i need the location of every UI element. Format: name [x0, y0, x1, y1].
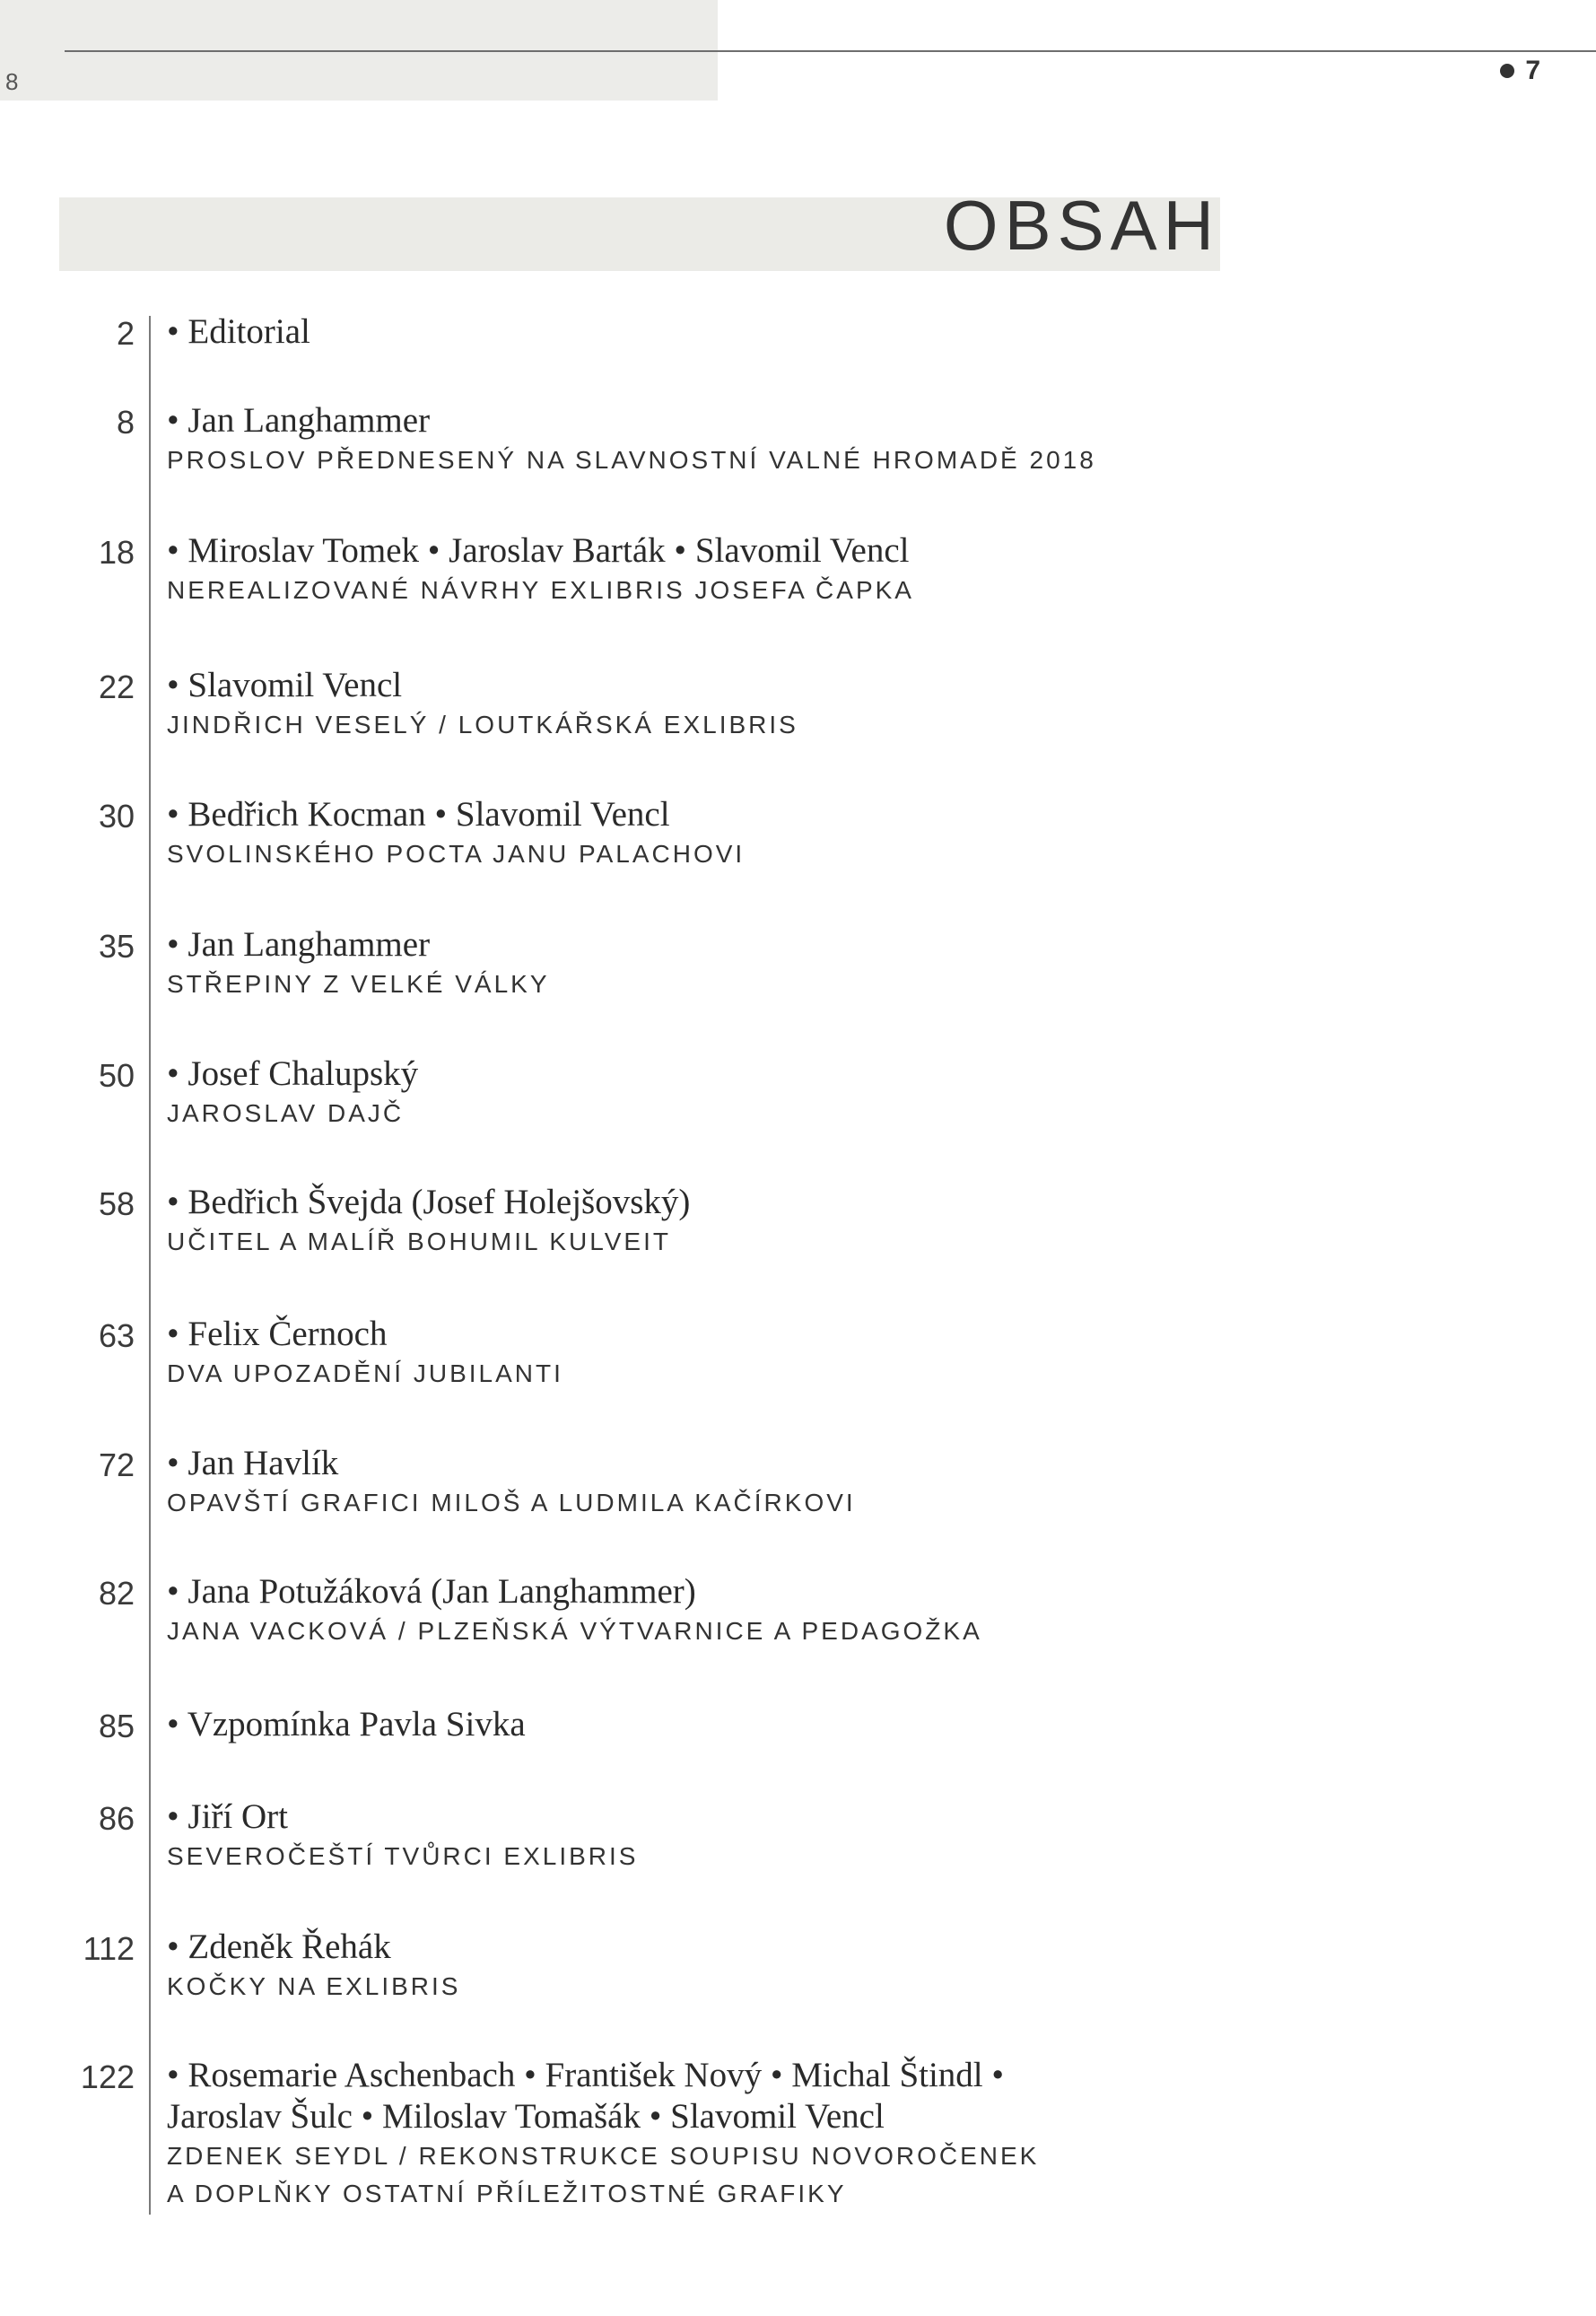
toc-authors: • Vzpomínka Pavla Sivka — [167, 1705, 526, 1744]
toc-authors: • Bedřich Švejda (Josef Holejšovský) — [167, 1183, 691, 1221]
toc-content — [167, 530, 1243, 609]
toc-content — [167, 1314, 1243, 1393]
toc-page: 86 — [98, 1800, 135, 1837]
toc-authors: • Rosemarie Aschenbach • František Nový • Michal Štindl • — [167, 2056, 1005, 2094]
toc-subtitle: JAROSLAV DAJČ — [167, 1099, 405, 1127]
toc-authors: • Jiří Ort — [167, 1797, 288, 1836]
toc-page: 35 — [98, 928, 135, 965]
toc-content — [167, 1927, 1243, 2006]
toc-authors: • Jan Langhammer — [167, 401, 431, 440]
page-number — [1500, 56, 1540, 86]
toc-subtitle: ZDENEK SEYDL / REKONSTRUKCE SOUPISU NOVOROČENEK — [167, 2142, 1040, 2170]
toc-page: 82 — [98, 1575, 135, 1612]
toc-authors: • Zdeněk Řehák — [167, 1927, 391, 1966]
toc-subtitle: PROSLOV PŘEDNESENÝ NA SLAVNOSTNÍ VALNÉ HROMADĚ 2018 — [167, 446, 1096, 474]
toc-authors: • Miroslav Tomek • Jaroslav Barták • Slavomil Vencl — [167, 531, 910, 570]
toc-content — [167, 924, 1243, 1003]
toc-authors-continued: Jaroslav Šulc • Miloslav Tomašák • Slavomil Vencl — [167, 2097, 885, 2136]
toc-authors: • Felix Černoch — [167, 1315, 388, 1353]
toc-subtitle: STŘEPINY Z VELKÉ VÁLKY — [167, 970, 550, 998]
toc-content — [167, 794, 1243, 873]
toc-content — [167, 1182, 1243, 1261]
toc-subtitle-continued: A DOPLŇKY OSTATNÍ PŘÍLEŽITOSTNÉ GRAFIKY — [167, 2180, 847, 2207]
toc-page: 8 — [116, 404, 135, 441]
toc-page: 50 — [98, 1057, 135, 1094]
toc-page: 85 — [98, 1708, 135, 1744]
toc-page: 63 — [98, 1317, 135, 1354]
toc-content — [167, 1053, 1243, 1132]
bullet-icon — [1500, 64, 1514, 78]
toc-content — [167, 665, 1243, 744]
toc-authors: • Slavomil Vencl — [167, 666, 403, 704]
page-number-value: 7 — [1525, 56, 1540, 85]
toc-subtitle: OPAVŠTÍ GRAFICI MILOŠ A LUDMILA KAČÍRKOVI — [167, 1489, 856, 1516]
toc-page: 2 — [116, 315, 135, 352]
toc-authors: • Jana Potužáková (Jan Langhammer) — [167, 1572, 696, 1611]
toc-authors: • Jan Havlík — [167, 1444, 339, 1482]
toc-page: 112 — [83, 1930, 135, 1967]
toc-authors: • Bedřich Kocman • Slavomil Vencl — [167, 795, 670, 834]
toc-subtitle: JANA VACKOVÁ / PLZEŇSKÁ VÝTVARNICE A PEDAGOŽKA — [167, 1617, 982, 1645]
toc-page: 30 — [98, 798, 135, 835]
toc-content — [167, 1571, 1243, 1650]
toc-subtitle: KOČKY NA EXLIBRIS — [167, 1972, 461, 2000]
toc-page: 18 — [98, 534, 135, 571]
toc-subtitle: JINDŘICH VESELÝ / LOUTKÁŘSKÁ EXLIBRIS — [167, 711, 798, 738]
toc-subtitle: DVA UPOZADĚNÍ JUBILANTI — [167, 1359, 563, 1387]
toc-authors: • Josef Chalupský — [167, 1054, 419, 1093]
toc-content — [167, 400, 1243, 479]
toc-divider — [149, 316, 151, 2215]
toc-page: 122 — [80, 2058, 135, 2095]
toc-authors: • Editorial — [167, 312, 310, 351]
header-rule — [65, 50, 1596, 52]
toc-page: 72 — [98, 1446, 135, 1483]
toc-content — [167, 311, 1243, 353]
corner-number: 8 — [5, 68, 19, 95]
toc-authors: • Jan Langhammer — [167, 925, 431, 964]
toc-page: 22 — [98, 669, 135, 705]
page-title: OBSAH — [943, 186, 1220, 265]
toc-subtitle: SVOLINSKÉHO POCTA JANU PALACHOVI — [167, 840, 746, 868]
toc-page: 58 — [98, 1185, 135, 1222]
toc-subtitle: UČITEL A MALÍŘ BOHUMIL KULVEIT — [167, 1228, 671, 1255]
toc-subtitle: SEVEROČEŠTÍ TVŮRCI EXLIBRIS — [167, 1842, 639, 1870]
toc-subtitle: NEREALIZOVANÉ NÁVRHY EXLIBRIS JOSEFA ČAPKA — [167, 576, 914, 604]
toc-content — [167, 1704, 1243, 1745]
toc-content — [167, 1796, 1243, 1875]
toc-content — [167, 2055, 1243, 2213]
toc-content — [167, 1443, 1243, 1522]
